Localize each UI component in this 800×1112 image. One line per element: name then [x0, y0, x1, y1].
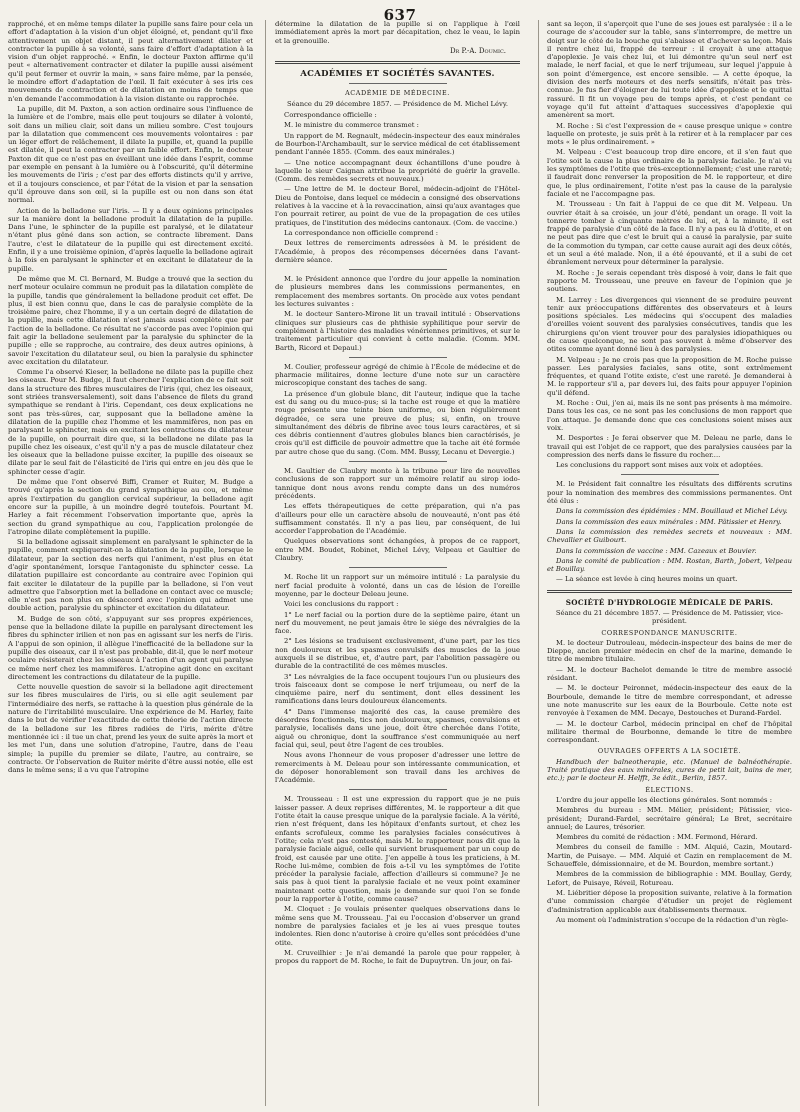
subsection-title: CORRESPONDANCE MANUSCRITE.: [601, 628, 738, 637]
paragraph: — M. le docteur Carbol, médecin principal en chef de l'hôpital militaire thermal de Bourbonne, demande le titre de membre correspondant.: [547, 719, 792, 745]
subsection-title: OUVRAGES OFFERTS A LA SOCIÉTÉ.: [597, 747, 742, 756]
paragraph: — M. le docteur Peironnet, médecin-inspecteur des eaux de la Bourboule, demande le titre de membre correspondant, et adresse une note manuscrite sur les eaux de la Bourboule. Cette note est renvoyée à l'examen de MM. Decaye, Destouches et Durand-Fardel.: [547, 684, 792, 718]
paragraph: Membres du bureau : MM. Mélier, président; Pâtissier, vice-président; Durand-Fardel, secrétaire général; Le Bret, secrétaire annuel; de Laures, trésorier.: [547, 806, 792, 831]
paragraph: M. Larrey : Les divergences qui viennent de se produire peuvent tenir aux préoccupations différentes des observateurs et à leurs positions spéciales. Les médecins qui s'occupent des maladies d'oreilles voient souvent des paralysies consécutives, tandis que les chirurgiens qu'on vient trouver pour des paralysies idiopathiques ou de cause quelconque, ne sont pas souvent à même d'observer des otites comme ayant donné lieu à des paralysies.: [547, 295, 792, 354]
paragraph: M. Trousseau : Un fait à l'appui de ce que dit M. Velpeau. Un ouvrier était à sa croisée, un jour d'été, pendant un orage. Il voit la tonnerre tomber à cinquante mètres de lui, et, à la minute, il est frappé de paralysie d'un côté de la face. Il n'y a pas eu là d'otite, et on ne peut pas dire que c'est le bruit qui a causé la paralysie, par suite de la commotion du tympan, car cette cause aurait agi des deux côtés, et un seul a été malade. Non, il a été épouvanté, et il a subi de cet ébranlement nerveux pour déterminer la paralysie.: [547, 200, 792, 267]
paragraph: Correspondance officielle :: [284, 111, 377, 120]
paragraph: Si la belladone agissait simplement en paralysant le sphincter de la pupille, comment expliquerait-on la dilatation de la pupille, lorsque le dilatateur, par la section des nerfs qui l'animent, n'est plus en état d'agir spontanément, lorsque l'antagoniste du sphincter cesse. La dilatation pupillaire est concordante au contraire avec l'opinion qui fait exciter le dilatateur de la pupille par la belladone, si l'on veut admettre que l'absorption met la belladone en contact avec ce muscle; elle n'est pas non plus en désaccord avec l'opinion qui admet une double action, paralysie du sphincter et excitation du dilatateur.: [8, 538, 253, 613]
paragraph: Quelques observations sont échangées, à propos de ce rapport, entre MM. Boudet, Robinet, Michel Lévy, Velpeau et Gaultier de Claubry.: [275, 537, 520, 563]
paragraph: M. Coulier, professeur agrégé de chimie à l'École de médecine et de pharmacie militaires, donne lecture d'une note sur un caractère microscopique constant des taches de sang.: [275, 362, 520, 388]
paragraph: 3° Les névralgies de la face occupent toujours l'un ou plusieurs des trois faisceaux dont se compose le nerf trijumeau, ou nerf de la cinquième paire, nerf du sentiment, dont elles dessinent les ramifications dans leurs douloureux élancements.: [275, 672, 520, 706]
divider: [621, 474, 719, 475]
paragraph: M. Velpeau : C'est beaucoup trop dire encore, et il s'en faut que l'otite soit la cause la plus ordinaire de la paralysie faciale. Je n'ai vu les symptômes de l'otite que très-exceptionnellement; c'est une rareté; il faudrait donc renverser la proposition de M. le rapporteur, et dire que, le plus ordinairement, l'otite n'est pas la cause de la paralysie faciale et ne l'accompagne pas.: [547, 148, 792, 198]
paragraph: M. Roche lit un rapport sur un mémoire intitulé : La paralysie du nerf facial produite à volonté, dans un cas de lésion de l'oreille moyenne, par le docteur Deleau jeune.: [275, 573, 520, 598]
paragraph: M. Gaultier de Claubry monte à la tribune pour lire de nouvelles conclusions de son rapport sur un mémoire relatif au sirop iodo-tannique dont nous avons rendu compte dans un des numéros précédents.: [275, 467, 520, 500]
paragraph: 4° Dans l'immense majorité des cas, la cause première des désordres fonctionnels, tics non douloureux, spasmes, convulsions et paralysie, localisés dans une joue, doit être cherchée dans l'otite, aiguë ou chronique, dont la souffrance s'est communiquée au nerf facial qui, seul, peut être l'agent de ces troubles.: [275, 707, 520, 749]
paragraph: M. le Président annonce que l'ordre du jour appelle la nomination de plusieurs membres dans les commissions permanentes, en remplacement des membres sortants. On procède aux votes pendant les lectures suivantes :: [275, 275, 520, 309]
divider: [349, 83, 447, 84]
paragraph: M. Velpeau : Je ne crois pas que la proposition de M. Roche puisse passer. Les paralysies faciales, sans otite, sont extrêmement fréquentes, et quand l'otite existe, c'est une rareté. Je demanderai à M. le rapporteur s'il a, par devers lui, des faits pour appuyer l'opinion qu'il défend.: [547, 355, 792, 397]
paragraph: La présence d'un globule blanc, dit l'auteur, indique que la tache est du sang ou du muco-pus; si la tache est rouge et que la matière rouge présente une teinte bien uniforme, ou bien régulièrement dégradée, ce sera une preuve de plus; si, enfin, on trouve simultanément des débris de fibrine avec tous leurs caractères, et si ces débris contiennent d'autres globules blancs bien caractérisés, je crois qu'il est difficile de pouvoir admettre que la tache ait été formée par autre chose que du sang. (Com. MM. Bussy, Lecanu et Devergie.): [275, 389, 520, 456]
paragraph: Action de la belladone sur l'iris. — Il y a deux opinions principales sur la manière dont la belladone produit la dilatation de la pupille. Dans l'une, le sphincter de la pupille est paralysé, et le dilatateur n'étant plus gêné dans son action, se contracte librement. Dans l'autre, c'est le dilatateur de la pupille qui est directement excité. Enfin, il y a une troisième opinion, d'après laquelle la belladone agirait à la fois en paralysant le sphincter et en excitant le dilatateur de la pupille.: [8, 206, 253, 273]
paragraph: Handbuch der balneotherapie, etc. (Manuel de balnéothérapie. Traité pratique des eaux minérales, cures de petit lait, bains de mer, etc.); par le docteur H. Helfft, 3e édit., Berlin, 1857.: [547, 757, 792, 783]
paragraph: Les conclusions du rapport sont mises aux voix et adoptées.: [556, 461, 764, 470]
section-title: ACADÉMIES ET SOCIÉTÉS SAVANTES.: [300, 69, 495, 80]
paragraph: Nous avons l'honneur de vous proposer d'adresser une lettre de remerciments à M. Deleau pour son intéressante communication, et de déposer honorablement son travail dans les archives de l'Académie.: [275, 751, 520, 785]
paragraph: Un rapport de M. Regnault, médecin-inspecteur des eaux minérales de Bourbon-l'Archambault, sur le service médical de cet établissement pendant l'année 1855. (Comm. des eaux minérales.): [275, 131, 520, 157]
paragraph: Les effets thérapeutiques de cette préparation, qui n'a pas d'ailleurs pour elle un caractère absolu de nouveauté, n'ont pas été suffisamment constatés. Il n'y a pas lieu, par conséquent, de lui accorder l'approbation de l'Académie.: [275, 502, 520, 536]
paragraph: Dans le comité de publication : MM. Rostan, Barth, Jobert, Velpeau et Bouillay.: [547, 556, 792, 574]
paragraph: Au moment où l'administration s'occupe de la rédaction d'un règle-: [556, 915, 789, 924]
column-middle: [275, 20, 520, 1106]
column-divider: [538, 20, 539, 1106]
subsection-title: ÉLECTIONS.: [645, 785, 694, 794]
column-left: [8, 20, 253, 1106]
paragraph: Deux lettres de remerciments adressées à M. le président de l'Académie, à propos des récompenses décernées dans l'avant-dernière séance.: [275, 239, 520, 264]
divider: [349, 269, 447, 270]
paragraph: M. le Président fait connaître les résultats des différents scrutins pour la nomination des membres des commissions permanentes. Ont été élus :: [547, 480, 792, 506]
section-divider: [547, 590, 792, 593]
paragraph: M. Cruveilhier : Je n'ai demandé la parole que pour rappeler, à propos du rapport de M. Roche, le fait de Dupuytren. Un jour, on fai-: [275, 948, 520, 966]
paragraph: Dans la commission de vaccine : MM. Cazeaux et Bouvier.: [556, 546, 757, 555]
author-signature: Dr P.-A. Doumic.: [449, 46, 506, 55]
paragraph: La correspondance non officielle comprend :: [284, 228, 439, 237]
section-divider: [275, 61, 520, 64]
paragraph: De même que l'ont observé Biffi, Cramer et Ruiter, M. Budge a trouvé qu'après la section du grand sympathique au cou, et même après l'extirpation du ganglion cervical supérieur, la belladone agit encore sur la pupille, à un moindre degré toutefois. Pourtant M. Harley a fait récemment l'observation importante que, après la section du grand sympathique au cou, l'application prolongée de l'atropine dilate complètement la pupille.: [8, 478, 253, 536]
paragraph: M. Roche : Si c'est l'expression de « cause presque unique » contre laquelle on proteste, je suis prêt à la retirer et à la remplacer par ces mots « le plus ordinairement. »: [547, 121, 792, 147]
paragraph: M. Budge de son côté, s'appuyant sur ses propres expériences, pense que la belladone dilate la pupille en paralysant directement les fibres du sphincter irilien et non pas en agissant sur les nerfs de l'iris. A l'appui de son opinion, il allègue l'inefficacité de la belladone sur la pupille des oiseaux, car il n'est pas probable, dit-il, que le nerf moteur oculaire résisterait chez les oiseaux à l'action d'un agent qui paralyse ce même nerf chez les mammifères. L'atropine agit donc en excitant directement les contractions du dilatateur de la pupille.: [8, 614, 253, 681]
divider: [349, 567, 447, 568]
academy-title: ACADÉMIE DE MÉDECINE.: [345, 89, 450, 98]
paragraph: Membres du conseil de famille : MM. Alquié, Cazin, Moutard-Martin, de Puisaye. — MM. Alquié et Cazin en remplacement de M. Schaueffele, démissionnaire, et de M. Bourdon, membre sortant.): [547, 843, 792, 869]
paragraph: M. Roche : Je serais cependant très disposé à voir, dans le fait que rapporte M. Trousseau, une preuve en faveur de l'opinion que je soutiens.: [547, 268, 792, 294]
paragraph: M. Liébritier dépose la proposition suivante, relative à la formation d'une commission chargée d'étudier un projet de règlement d'administration applicable aux établissements thermaux.: [547, 888, 792, 914]
paragraph: M. Trousseau : Il est une expression du rapport que je ne puis laisser passer. A deux reprises différentes, M. le rapporteur a dit que l'otite était la cause presque unique de la paralysie faciale. A la vérité, rien n'est fréquent, dans les hôpitaux d'enfants surtout, et chez les enfants scrofuleux, comme les paralysies faciales consécutives à l'otite; cela n'est pas contesté, mais M. le rapporteur nous dit que la paralysie faciale aiguë, celle qui survient brusquement par un coup de froid, est causée par une otite. J'en appelle à tous les praticiens, à M. Roche lui-même, combien de fois a-t-il vu les symptômes de l'otite précéder la paralysie faciale, affection d'ailleurs si commune? Je ne sais pas à quoi tient la paralysie faciale et ne veux point examiner maintenant cette question, mais je demande sur quoi l'on se fonde pour la rapporter à l'otite, comme cause?: [275, 795, 520, 904]
divider: [349, 461, 447, 462]
paragraph: L'ordre du jour appelle les élections générales. Sont nommés :: [556, 795, 773, 804]
paragraph: M. Cloquet : Je voulais présenter quelques observations dans le même sens que M. Trousseau. J'ai eu l'occasion d'observer un grand nombre de paralysies faciales et je les ai vues presque toutes indolentes. Rien donc n'autorise à croire qu'elles sont précédées d'une otite.: [275, 905, 520, 947]
paragraph: 1° Le nerf facial ou la portion dure de la septième paire, étant un nerf du mouvement, ne peut jamais être le siége des névralgies de la face.: [275, 610, 520, 636]
session-info: Séance du 29 décembre 1857. — Présidence de M. Michel Lévy.: [286, 99, 508, 108]
paragraph: De même que M. Cl. Bernard, M. Budge a trouvé que la section du nerf moteur oculaire commun ne produit pas la dilatation complète de la pupille, tandis que généralement la belladone produit cet effet. De plus, il est bien connu que, dans le cas de paralysie complète de la troisième paire, chez l'homme, il y a un certain degré de dilatation de la pupille, mais cette dilatation n'est jamais aussi complète que par l'action de la belladone. Ce résultat ne s'accorde pas avec l'opinion qui fait agir la belladone seulement par la paralysie du sphincter de la pupille ; elle se rapproche, au contraire, des deux autres opinions, à savoir l'excitation du dilatateur seul, ou bien la paralysie du sphincter avec excitation du dilatateur.: [8, 274, 253, 366]
paragraph: rapproché, et en même temps dilater la pupille sans faire pour cela un effort d'adaptation à la vision d'un objet éloigné, et, pendant qu'il fixe attentivement un objet distant, il peut alternativement dilater et contracter la pupille à sa volonté, sans faire d'effort d'adaptation à la vision d'un objet rapproché. « Enfin, le docteur Paxton affirme qu'il peut « alternativement contracter et dilater la pupille aussi aisément qu'il peut fermer et ouvrir la main, » sans faire même, par la pensée, le moindre effort d'adaptation de l'œil. Il fait exécuter à ses iris ces mouvements de contraction et de dilatation en moins de temps que n'en demande l'accommodation à la vision distante ou rapprochée.: [8, 20, 253, 103]
paragraph: Dans la commission des épidémies : MM. Bouillaud et Michel Lévy.: [556, 507, 788, 516]
paragraph: Voici les conclusions du rapport :: [284, 600, 399, 609]
paragraph: Membres du comité de rédaction : MM. Fermond, Hérard.: [556, 833, 758, 842]
session-info: Séance du 21 décembre 1857. — Présidence de M. Patissier, vice-président.: [555, 609, 784, 626]
paragraph: 2° Les lésions se traduisent exclusivement, d'une part, par les tics non douloureux et les spasmes convulsifs des muscles de la joue auxquels il se distribue, et, d'autre part, par l'abolition passagère ou durable de la contractilité de ces mêmes muscles.: [275, 637, 520, 671]
paragraph: M. le docteur Santero-Mirone lit un travail intitulé : Observations cliniques sur plusieurs cas de phthisie syphilitique pour servir de complément à l'histoire des maladies vénériennes primitives, et sur le traitement particulier qui convient à cette maladie. (Comm. MM. Barth, Ricord et Depaul.): [275, 310, 520, 352]
paragraph: M. Desportes : Je ferai observer que M. Deleau ne parle, dans le travail qui est l'objet de ce rapport, que des paralysies causées par la compression des nerfs dans le fissure du rocher....: [547, 434, 792, 459]
paragraph: Dans la commission des remèdes secrets et nouveaux : MM. Chevallier et Guibourt.: [547, 527, 792, 545]
paragraph: sant sa leçon, il s'aperçoit que l'une de ses joues est paralysée : il a le courage de s'accouder sur la table, sans s'interrompre, de mettre un doigt sur le côté de la bouche qui s'abaisse et d'achever sa leçon. Mais il rentre chez lui, frappé de terreur : il croyait à une attaque d'apoplexie. Je vais chez lui, et lui démontre qu'un seul nerf est malade, le nerf facial, et que le nerf trijumeau, sur lequel j'appuie à son point d'émergence, est encore sensible. — A cette époque, la division des nerfs moteurs et des nerfs sensitifs, n'était pas très-connue. Je fus fier d'éloigner de lui toute idée d'apoplexie et le quittai rassuré. Il fit un voyage peu de temps après, et c'est pendant ce voyage qu'il fut atteint d'attaques successives d'apoplexie qui amenèrent sa mort.: [547, 20, 792, 120]
column-divider: [265, 20, 266, 1106]
paragraph: Membres de la commission de bibliographie : MM. Boullay, Gerdy, Lefort, de Puisaye, Réveil, Rotureau.: [547, 870, 792, 887]
page-number: 637: [383, 6, 417, 24]
column-right: [547, 20, 792, 1106]
paragraph: — M. le docteur Bachelot demande le titre de membre associé résidant.: [547, 665, 792, 683]
paragraph: Comme l'a observé Kieser, la belladone ne dilate pas la pupille chez les oiseaux. Pour M. Budge, il faut chercher l'explication de ce fait soit dans la structure des fibres musculaires de l'iris (qui, chez les oiseaux, sont striées transversalement), soit dans l'absence de filets du grand sympathique se rendant à l'iris. Cependant, ces deux explications ne sont pas très-sûres, car, supposant que la belladone amène la dilatation de la pupille chez l'homme et les mammifères, non pas en paralysant le sphincter, mais en excitant les contractions du dilatateur de la pupille, on pourrait dire que, si la belladone ne dilate pas la pupille chez les oiseaux, c'est qu'il n'y a pas de muscle dilatateur chez les oiseaux que la belladone puisse exciter, la pupille des oiseaux se dilate par le seul fait de l'élasticité de l'iris qui entre en jeu dès que le sphincter cesse d'agir.: [8, 368, 253, 476]
divider: [349, 357, 447, 358]
paragraph: Cette nouvelle question de savoir si la belladone agit directement sur les fibres musculaires de l'iris, ou si elle agit seulement par l'intermédiaire des nerfs, se rattache à la question plus générale de la nature de l'irritabilité musculaire. Une expérience de M. Harley, faite dans le but de vérifier l'exactitude de cette théorie de l'action directe de la belladone sur les fibres radiées de l'iris, mérite d'être mentionnée ici : il tue un chat, prend les yeux de suite après la mort et les met l'un, dans une solution d'atropine, l'autre, dans de l'eau simple; la pupille du premier se dilate, l'autre, au contraire, se contracte. Or l'observation de Ruiter mérite d'être aussi notée, elle est dans le même sens; il a vu que l'atropine: [8, 683, 253, 775]
paragraph: Dans la commission des eaux minérales : MM. Pâtissier et Henry.: [556, 517, 782, 526]
paragraph: M. le ministre du commerce transmet :: [284, 121, 419, 130]
paragraph: La pupille, dit M. Paxton, a son action ordinaire sous l'influence de la lumière et de l'ombre, mais elle peut toujours se dilater à volonté, soit dans un milieu clair, soit dans un milieu sombre. C'est toujours par la dilatation que commencent ces mouvements volontaires : par un léger effort de relâchement, il dilate la pupille, et, quand la pupille est dilatée, il peut la contracter par un faible effort. Enfin, le docteur Paxton dit que ce n'est pas en éveillant une idée dans l'esprit, comme par exemple en pensant à la lumière ou à l'obscurité, qu'il détermine les mouvements de l'iris ; c'est par des efforts distincts qu'il y arrive, et il a toujours conscience, et par l'état de la vision et par la sensation qu'il éprouve dans son œil, si la pupille est ou non dans son état normal.: [8, 104, 253, 205]
paragraph: M. Roche : Oui, j'en ai, mais ils ne sont pas présents à ma mémoire. Dans tous les cas, ce ne sont pas les conclusions de mon rapport que l'on attaque. Je demande donc que ces conclusions soient mises aux voix.: [547, 399, 792, 432]
paragraph: détermine la dilatation de la pupille si on l'applique à l'œil immédiatement après la mort par décapitation, chez le veau, le lapin et la grenouille.: [275, 20, 520, 45]
society-title: SOCIÉTÉ D'HYDROLOGIE MÉDICALE DE PARIS.: [565, 597, 774, 607]
paragraph: — La séance est levée à cinq heures moins un quart.: [556, 575, 738, 584]
paragraph: — Une notice accompagnant deux échantillons d'une poudre à laquelle le sieur Caignan attribue la propriété de guérir la gravelle. (Comm. des remèdes secrets et nouveaux.): [275, 158, 520, 184]
paragraph: M. le docteur Dutrouleau, médecin-inspecteur des bains de mer de Dieppe, ancien premier médecin en chef de la marine, demande le titre de membre titulaire.: [547, 638, 792, 664]
divider: [349, 789, 447, 790]
paragraph: — Une lettre de M. le docteur Borel, médecin-adjoint de l'Hôtel-Dieu de Pontoise, dans lequel ce médecin a consigné des observations relatives à la vaccine et à la revaccination, ainsi qu'aux avantages que l'on pourrait retirer, au point de vue de la propagation de ces utiles pratiques, de l'institution des médecins cantonaux. (Com. de vaccine.): [275, 185, 520, 227]
